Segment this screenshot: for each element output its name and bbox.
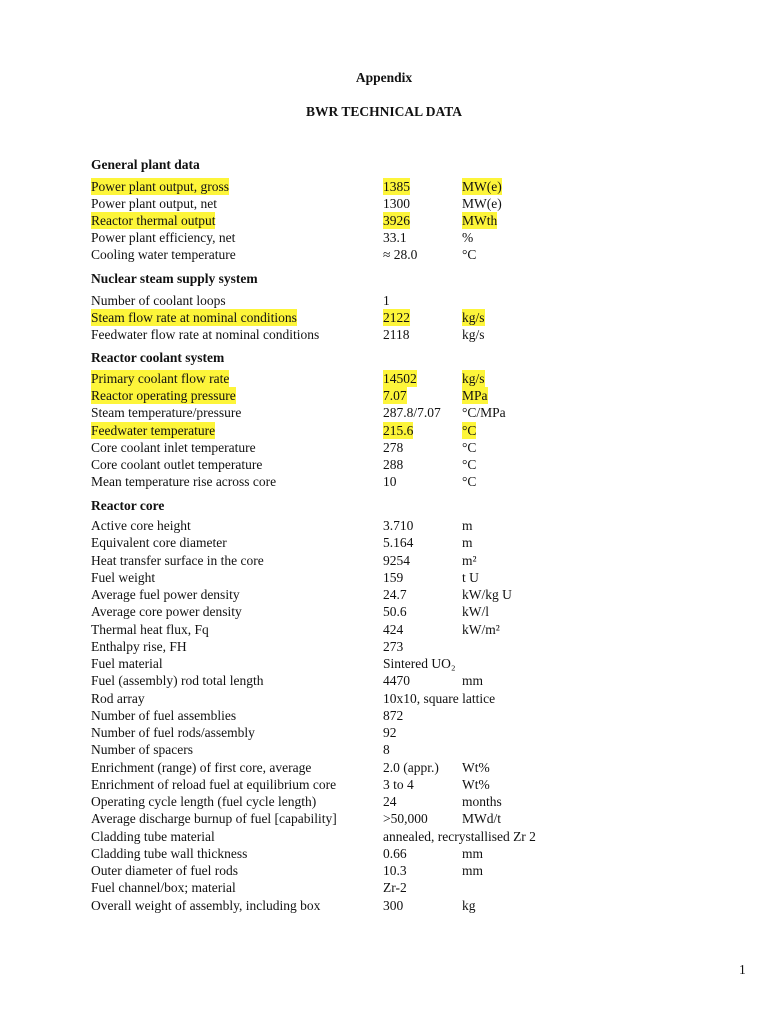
row-value: 50.6 [383,604,407,620]
row-unit: °C [462,423,477,438]
table-row [0,569,768,586]
row-label: Average core power density [91,604,242,620]
row-label: Core coolant inlet temperature [91,440,256,455]
table-row [0,828,768,845]
row-unit: Wt% [462,759,490,775]
table-row [0,810,768,827]
row-unit: kW/kg U [462,587,512,602]
row-value: 288 [383,457,404,472]
row-value: >50,000 [383,811,428,827]
row-label: Power plant output, gross [91,179,229,194]
row-value: 33.1 [383,230,407,245]
row-value: 3926 [383,213,410,228]
row-unit: MPa [462,388,488,403]
row-value: Sintered UO₂ [383,656,456,671]
row-label: Rod array [91,690,145,706]
row-unit: kg/s [462,327,485,342]
row-unit: mm [462,673,484,689]
row-value: 14502 [383,371,417,386]
row-value: 273 [383,638,404,654]
row-value: 1300 [383,196,410,211]
table-row [0,212,768,229]
table-row [0,586,768,603]
section-title-general: General plant data [91,157,200,172]
row-unit: kW/l [462,604,489,620]
row-value: 0.66 [383,845,407,861]
row-label: Primary coolant flow rate [91,371,230,386]
row-value: 24 [383,794,397,809]
row-label: Reactor thermal output [91,213,216,228]
row-unit: mm [462,863,484,878]
table-row [0,603,768,620]
table-row [0,246,768,263]
table-row [0,309,768,326]
table-row [0,638,768,655]
row-value: 2122 [383,310,410,325]
row-label: Enrichment of reload fuel at equilibrium core [91,776,337,792]
row-unit: °C [462,474,477,489]
row-value: ≈ 28.0 [383,247,418,262]
table-row [0,552,768,569]
table-row [0,724,768,741]
page-number: 1 [739,962,746,977]
row-value: 10x10, square lattice [383,690,496,706]
row-unit: °C/MPa [462,405,506,420]
row-value: 159 [383,569,404,585]
row-label: Mean temperature rise across core [91,474,277,489]
table-row [0,655,768,672]
row-label: Steam temperature/pressure [91,405,242,420]
table-row [0,387,768,404]
table-row [0,707,768,724]
table-row [0,178,768,195]
row-label: Steam flow rate at nominal conditions [91,310,297,325]
row-unit: MWd/t [462,811,501,827]
row-value: 424 [383,621,404,637]
table-row [0,195,768,212]
row-label: Fuel weight [91,569,156,585]
row-label: Power plant output, net [91,196,217,211]
table-row [0,292,768,309]
row-value: 300 [383,897,404,913]
table-row [0,229,768,246]
table-row [0,404,768,421]
row-unit: MW(e) [462,196,502,211]
row-value: 872 [383,707,404,723]
row-value: 5.164 [383,535,414,551]
row-label: Average discharge burnup of fuel [capability] [91,811,337,827]
row-value: 24.7 [383,587,407,602]
row-label: Average fuel power density [91,587,240,602]
row-value: 1 [383,293,390,308]
table-row [0,776,768,793]
table-row [0,534,768,551]
row-unit: m [462,535,473,551]
row-value: 8 [383,742,390,758]
row-value: 10 [383,474,397,489]
table-row [0,456,768,473]
table-row [0,759,768,776]
row-label: Enthalpy rise, FH [91,638,187,654]
document-title: BWR TECHNICAL DATA [305,104,463,119]
table-row [0,879,768,896]
row-label: Feedwater temperature [91,423,216,438]
row-label: Cladding tube material [91,828,215,844]
row-unit: t U [462,569,479,585]
row-unit: °C [462,247,477,262]
row-label: Power plant efficiency, net [91,230,236,245]
row-label: Active core height [91,518,191,533]
table-row [0,473,768,490]
row-value: 215.6 [383,423,414,438]
row-unit: kg [462,897,476,913]
section-title-nsss: Nuclear steam supply system [91,271,258,286]
row-unit: months [462,794,502,809]
row-value: 287.8/7.07 [383,405,441,420]
row-unit: °C [462,457,477,472]
row-label: Equivalent core diameter [91,535,227,551]
row-label: Enrichment (range) of first core, average [91,759,312,775]
row-value: 92 [383,725,397,740]
row-unit: MW(e) [462,179,502,194]
row-value: 9254 [383,552,410,568]
row-unit: Wt% [462,776,490,792]
row-label: Thermal heat flux, Fq [91,621,209,637]
table-row [0,439,768,456]
row-value: 278 [383,440,404,455]
row-label: Core coolant outlet temperature [91,457,263,472]
row-label: Heat transfer surface in the core [91,552,264,568]
row-unit: m² [462,552,477,568]
section-title-core: Reactor core [91,498,165,513]
row-value: 7.07 [383,388,407,403]
row-label: Fuel material [91,656,163,671]
table-row [0,862,768,879]
row-label: Number of fuel rods/assembly [91,725,255,740]
row-label: Cladding tube wall thickness [91,845,248,861]
row-unit: kg/s [462,371,485,386]
table-row [0,422,768,439]
row-label: Feedwater flow rate at nominal conditions [91,327,320,342]
row-label: Reactor operating pressure [91,388,236,403]
row-label: Number of fuel assemblies [91,707,237,723]
row-label: Number of spacers [91,742,193,758]
row-value: 4470 [383,673,410,689]
table-row [0,672,768,689]
row-label: Overall weight of assembly, including box [91,897,321,913]
row-label: Number of coolant loops [91,293,226,308]
row-label: Cooling water temperature [91,247,236,262]
row-value: 1385 [383,179,410,194]
section-title-coolant: Reactor coolant system [91,350,225,365]
row-value: 10.3 [383,863,407,878]
row-value: 3.710 [383,518,414,533]
row-unit: m [462,518,473,533]
row-unit: % [462,230,474,245]
row-label: Outer diameter of fuel rods [91,863,238,878]
row-value: 2118 [383,327,410,342]
row-label: Fuel channel/box; material [91,880,236,896]
table-row [0,621,768,638]
table-row [0,897,768,914]
table-row [0,793,768,810]
row-unit: kg/s [462,310,485,325]
table-row [0,741,768,758]
row-unit: mm [462,845,484,861]
appendix-title: Appendix [355,70,413,85]
row-value: 3 to 4 [383,776,414,792]
table-row [0,517,768,534]
row-unit: MWth [462,213,498,228]
table-row [0,370,768,387]
row-unit: °C [462,440,477,455]
table-row [0,690,768,707]
row-label: Operating cycle length (fuel cycle length) [91,794,317,809]
row-value: annealed, recrystallised Zr 2 [383,828,536,844]
table-row [0,845,768,862]
row-unit: kW/m² [462,621,500,637]
row-value: 2.0 (appr.) [383,759,439,775]
row-value: Zr-2 [383,880,407,896]
row-label: Fuel (assembly) rod total length [91,673,264,689]
table-row [0,326,768,343]
